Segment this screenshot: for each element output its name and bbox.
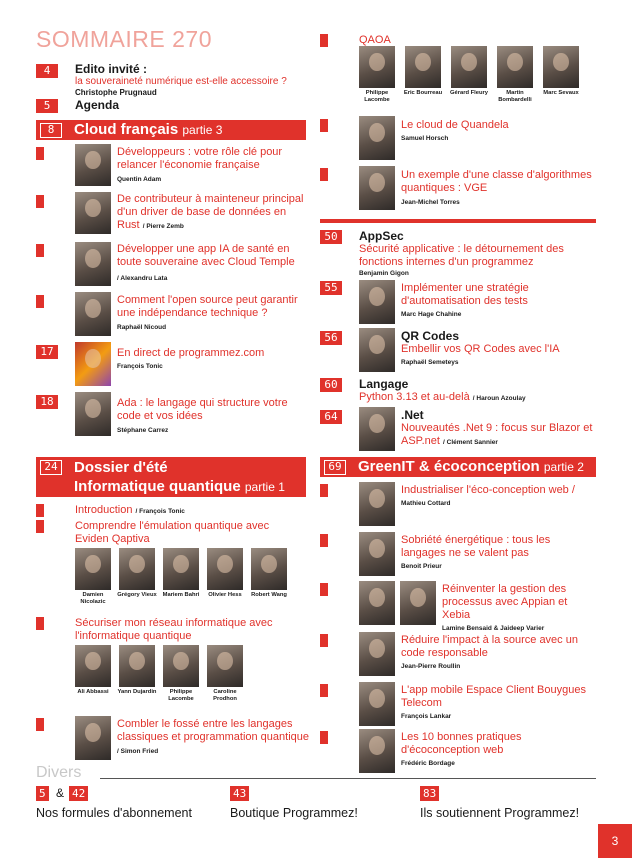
author-photo bbox=[75, 242, 111, 286]
article-title: Comment l'open source peut garantir une indépendance technique ? bbox=[117, 294, 298, 319]
article-author: Jean-Michel Torres bbox=[401, 199, 460, 206]
person-name: Philippe Lacombe bbox=[364, 90, 390, 103]
bullet-bar bbox=[320, 484, 328, 497]
edito-author: Christophe Prugnaud bbox=[75, 88, 157, 97]
article-title: Développer une app IA de santé en toute souveraine avec Cloud Temple bbox=[117, 243, 295, 268]
person-photo bbox=[251, 548, 287, 590]
page-number-badge: 18 bbox=[36, 395, 58, 409]
footer-link-abonnement[interactable]: Nos formules d'abonnement bbox=[36, 806, 192, 820]
article-author: Frédéric Bordage bbox=[401, 760, 455, 767]
person-name: Martin Bombardelli bbox=[498, 90, 532, 103]
article-author: François Tonic bbox=[117, 363, 163, 370]
article-item[interactable]: Introduction / François Tonic bbox=[75, 504, 185, 516]
article-item[interactable]: De contributeur à mainteneur principal d'un driver de base de données en Rust / Pierre Zemb bbox=[117, 193, 304, 231]
article-author: Lamine Bensaid & Jaideep Varier bbox=[442, 625, 545, 632]
article-title: L'app mobile Espace Client Bouygues Telecom bbox=[401, 684, 586, 709]
person-name: Damien Nicolazic bbox=[80, 592, 106, 605]
bullet-bar bbox=[36, 147, 44, 160]
article-title: Les 10 bonnes pratiques d'écoconception web bbox=[401, 731, 522, 756]
article-title[interactable]: QAOA bbox=[359, 34, 391, 46]
article-author: Samuel Horsch bbox=[401, 135, 449, 142]
section-part: partie 3 bbox=[182, 123, 223, 137]
page-number-badge: 50 bbox=[320, 230, 342, 244]
article-title: De contributeur à mainteneur principal d'un driver de base de données en Rust bbox=[117, 193, 304, 231]
bullet-bar bbox=[36, 504, 44, 517]
article-author: Benoit Prieur bbox=[401, 563, 442, 570]
author-photo bbox=[359, 166, 395, 210]
page-number-badge: 60 bbox=[320, 378, 342, 392]
author-photo bbox=[400, 581, 436, 625]
article-item[interactable] bbox=[401, 329, 596, 367]
page-number-badge: 56 bbox=[320, 331, 342, 345]
section-title: Cloud français bbox=[74, 121, 179, 138]
divider bbox=[100, 778, 596, 779]
article-title: Un exemple d'une classe d'algorithmes quantiques : VGE bbox=[401, 169, 592, 194]
page-number-badge: 5 bbox=[36, 99, 58, 113]
bullet-bar bbox=[320, 731, 328, 744]
person-name: Robert Wang bbox=[251, 592, 287, 598]
article-title: Introduction bbox=[75, 504, 133, 516]
article-item[interactable]: Industrialiser l'éco-conception web / Mathieu Cottard bbox=[401, 484, 596, 508]
author-photo bbox=[359, 116, 395, 160]
section-part: partie 2 bbox=[543, 460, 584, 474]
page-number: 3 bbox=[598, 824, 632, 858]
article-author: Jean-Pierre Roullin bbox=[401, 663, 461, 670]
article-author: Simon Fried bbox=[120, 748, 159, 755]
article-item[interactable] bbox=[359, 229, 599, 278]
author-photo bbox=[359, 632, 395, 676]
person-photo bbox=[497, 46, 533, 88]
person-name: Olivier Hess bbox=[208, 592, 242, 598]
person-photo bbox=[163, 548, 199, 590]
section-number: 8 bbox=[40, 123, 62, 138]
article-item[interactable] bbox=[117, 294, 309, 332]
article-heading: QR Codes bbox=[401, 329, 460, 343]
article-item[interactable]: Combler le fossé entre les langages classiques et programmation quantique / Simon Fried bbox=[117, 718, 310, 755]
person-photo bbox=[207, 548, 243, 590]
article-item[interactable]: Développer une app IA de santé en toute souveraine avec Cloud Temple / Alexandru Lata bbox=[117, 243, 309, 285]
person-name: Grégory Vieux bbox=[117, 592, 157, 598]
article-title: Implémenter une stratégie d'automatisation des tests bbox=[401, 282, 529, 307]
article-author: François Lankar bbox=[401, 713, 452, 720]
section-title: GreenIT & écoconception bbox=[358, 458, 540, 475]
article-item[interactable] bbox=[117, 146, 307, 184]
article-item[interactable] bbox=[401, 119, 591, 143]
author-photo bbox=[359, 532, 395, 576]
article-title: Embellir vos QR Codes avec l'IA bbox=[401, 343, 560, 355]
section-number: 24 bbox=[40, 460, 62, 475]
person-photo bbox=[207, 645, 243, 687]
article-item[interactable] bbox=[401, 534, 596, 571]
bullet-bar bbox=[36, 520, 44, 533]
author-photo bbox=[359, 581, 395, 625]
edito-subtitle: la souveraineté numérique est-elle accessoire ? bbox=[75, 76, 287, 87]
person-name: Mariem Bahri bbox=[162, 592, 200, 598]
divers-title: Divers bbox=[36, 764, 82, 781]
page-number-badge: 43 bbox=[230, 786, 249, 801]
article-title: Le cloud de Quandela bbox=[401, 119, 509, 131]
person-photo bbox=[359, 46, 395, 88]
author-photo bbox=[75, 144, 111, 186]
article-title[interactable]: Comprendre l'émulation quantique avec Eviden Qaptiva bbox=[75, 520, 270, 545]
bullet-bar bbox=[36, 617, 44, 630]
article-title: Réinventer la gestion des processus avec Appian et Xebia bbox=[442, 583, 568, 621]
article-author: Pierre Zemb bbox=[146, 223, 184, 230]
section-subtitle: Informatique quantique bbox=[74, 478, 241, 495]
author-photo bbox=[359, 682, 395, 726]
person-name: Eric Bourreau bbox=[403, 90, 443, 96]
article-title: Combler le fossé entre les langages classiques et programmation quantique bbox=[117, 718, 310, 743]
section-band-greenit[interactable] bbox=[320, 457, 596, 477]
article-author: Benjamin Gigon bbox=[359, 270, 409, 277]
ampersand: & bbox=[56, 786, 65, 800]
article-title[interactable]: Sécuriser mon réseau informatique avec l'informatique quantique bbox=[75, 617, 273, 642]
bullet-bar bbox=[36, 244, 44, 257]
page-number-badge: 4 bbox=[36, 64, 58, 78]
bullet-bar bbox=[320, 583, 328, 596]
section-part: partie 1 bbox=[244, 480, 285, 494]
section-band-cloud[interactable] bbox=[36, 120, 306, 140]
article-title: Industrialiser l'éco-conception web bbox=[401, 484, 569, 496]
article-author: Clément Sannier bbox=[446, 439, 498, 446]
bullet-bar bbox=[320, 684, 328, 697]
article-title: Développeurs : votre rôle clé pour relancer l'économie française bbox=[117, 146, 283, 171]
article-item[interactable] bbox=[442, 583, 596, 633]
article-author: Quentin Adam bbox=[117, 176, 162, 183]
page-number-badge: 5 bbox=[36, 786, 49, 801]
person-name: Marc Sevaux bbox=[543, 90, 579, 96]
person-name: Gérard Fleury bbox=[449, 90, 489, 96]
author-photo bbox=[75, 342, 111, 386]
article-item[interactable]: Langage Python 3.13 et au-delà / Haroun Azoulay bbox=[359, 377, 599, 405]
article-title: Python 3.13 et au-delà bbox=[359, 391, 470, 403]
article-item[interactable] bbox=[401, 634, 596, 671]
person-photo bbox=[163, 645, 199, 687]
page-title: SOMMAIRE 270 bbox=[36, 26, 212, 52]
footer-link-boutique[interactable]: Boutique Programmez! bbox=[230, 806, 358, 820]
article-item[interactable] bbox=[401, 169, 596, 207]
article-item[interactable] bbox=[117, 347, 307, 371]
person-photo bbox=[75, 548, 111, 590]
article-author: Marc Hage Chahine bbox=[401, 311, 462, 318]
section-number: 69 bbox=[324, 460, 346, 475]
article-author: Mathieu Cottard bbox=[401, 500, 451, 507]
footer-link-soutiennent[interactable]: Ils soutiennent Programmez! bbox=[420, 806, 580, 820]
person-photo bbox=[75, 645, 111, 687]
article-author: Raphaël Semeteys bbox=[401, 359, 459, 366]
article-title: Réduire l'impact à la source avec un code responsable bbox=[401, 634, 578, 659]
article-title: Sobriété énergétique : tous les langages ne se valent pas bbox=[401, 534, 551, 559]
page-number-badge: 17 bbox=[36, 345, 58, 359]
person-photo bbox=[405, 46, 441, 88]
author-photo bbox=[75, 292, 111, 336]
bullet-bar bbox=[36, 718, 44, 731]
author-photo bbox=[75, 716, 111, 760]
article-author: Raphaël Nicoud bbox=[117, 324, 167, 331]
edito-title: Edito invité : bbox=[75, 62, 147, 76]
agenda-title[interactable]: Agenda bbox=[75, 98, 120, 112]
article-title: Nouveautés .Net 9 : focus sur Blazor et ASP.net bbox=[401, 422, 593, 447]
person-photo bbox=[451, 46, 487, 88]
article-item[interactable] bbox=[117, 397, 307, 435]
edito-block[interactable] bbox=[75, 62, 315, 97]
article-item[interactable] bbox=[401, 282, 591, 319]
bullet-bar bbox=[320, 168, 328, 181]
author-photo bbox=[359, 280, 395, 324]
article-author: Haroun Azoulay bbox=[476, 395, 526, 402]
author-photo bbox=[75, 392, 111, 436]
person-name: Philippe Lacombe bbox=[168, 689, 194, 702]
author-photo bbox=[75, 192, 111, 234]
article-heading: .Net bbox=[401, 408, 424, 422]
person-name: Ali Abbassi bbox=[77, 689, 109, 695]
article-heading: Langage bbox=[359, 377, 409, 391]
page-number-badge: 42 bbox=[69, 786, 88, 801]
bullet-bar bbox=[320, 634, 328, 647]
article-heading: AppSec bbox=[359, 229, 404, 243]
section-band-dossier[interactable] bbox=[36, 457, 306, 497]
person-photo bbox=[119, 645, 155, 687]
page-number-badge: 83 bbox=[420, 786, 439, 801]
article-title: Sécurité applicative : le détournement des fonctions internes d'un programmez bbox=[359, 243, 564, 268]
bullet-bar bbox=[36, 295, 44, 308]
bullet-bar bbox=[36, 195, 44, 208]
author-photo bbox=[359, 407, 395, 451]
bullet-bar bbox=[320, 34, 328, 47]
article-author: Stéphane Carrez bbox=[117, 427, 169, 434]
page-number-badge: 55 bbox=[320, 281, 342, 295]
section-title: Dossier d'été bbox=[74, 459, 168, 476]
author-photo bbox=[359, 729, 395, 773]
person-name: Yann Dujardin bbox=[117, 689, 157, 695]
bullet-bar bbox=[320, 119, 328, 132]
page-number-badge: 64 bbox=[320, 410, 342, 424]
article-item[interactable] bbox=[401, 684, 596, 721]
person-photo bbox=[543, 46, 579, 88]
author-photo bbox=[359, 328, 395, 372]
article-author: François Tonic bbox=[139, 508, 185, 515]
article-item[interactable] bbox=[401, 731, 596, 768]
article-item[interactable]: .Net Nouveautés .Net 9 : focus sur Blazor et ASP.net / Clément Sannier bbox=[401, 408, 596, 449]
author-photo bbox=[359, 482, 395, 526]
person-photo bbox=[119, 548, 155, 590]
section-divider bbox=[320, 219, 596, 223]
article-author: Alexandru Lata bbox=[120, 275, 168, 282]
article-title: En direct de programmez.com bbox=[117, 347, 265, 359]
article-title: Ada : le langage qui structure votre code et vos idées bbox=[117, 397, 288, 422]
person-name: Caroline Prodhon bbox=[213, 689, 237, 702]
bullet-bar bbox=[320, 534, 328, 547]
